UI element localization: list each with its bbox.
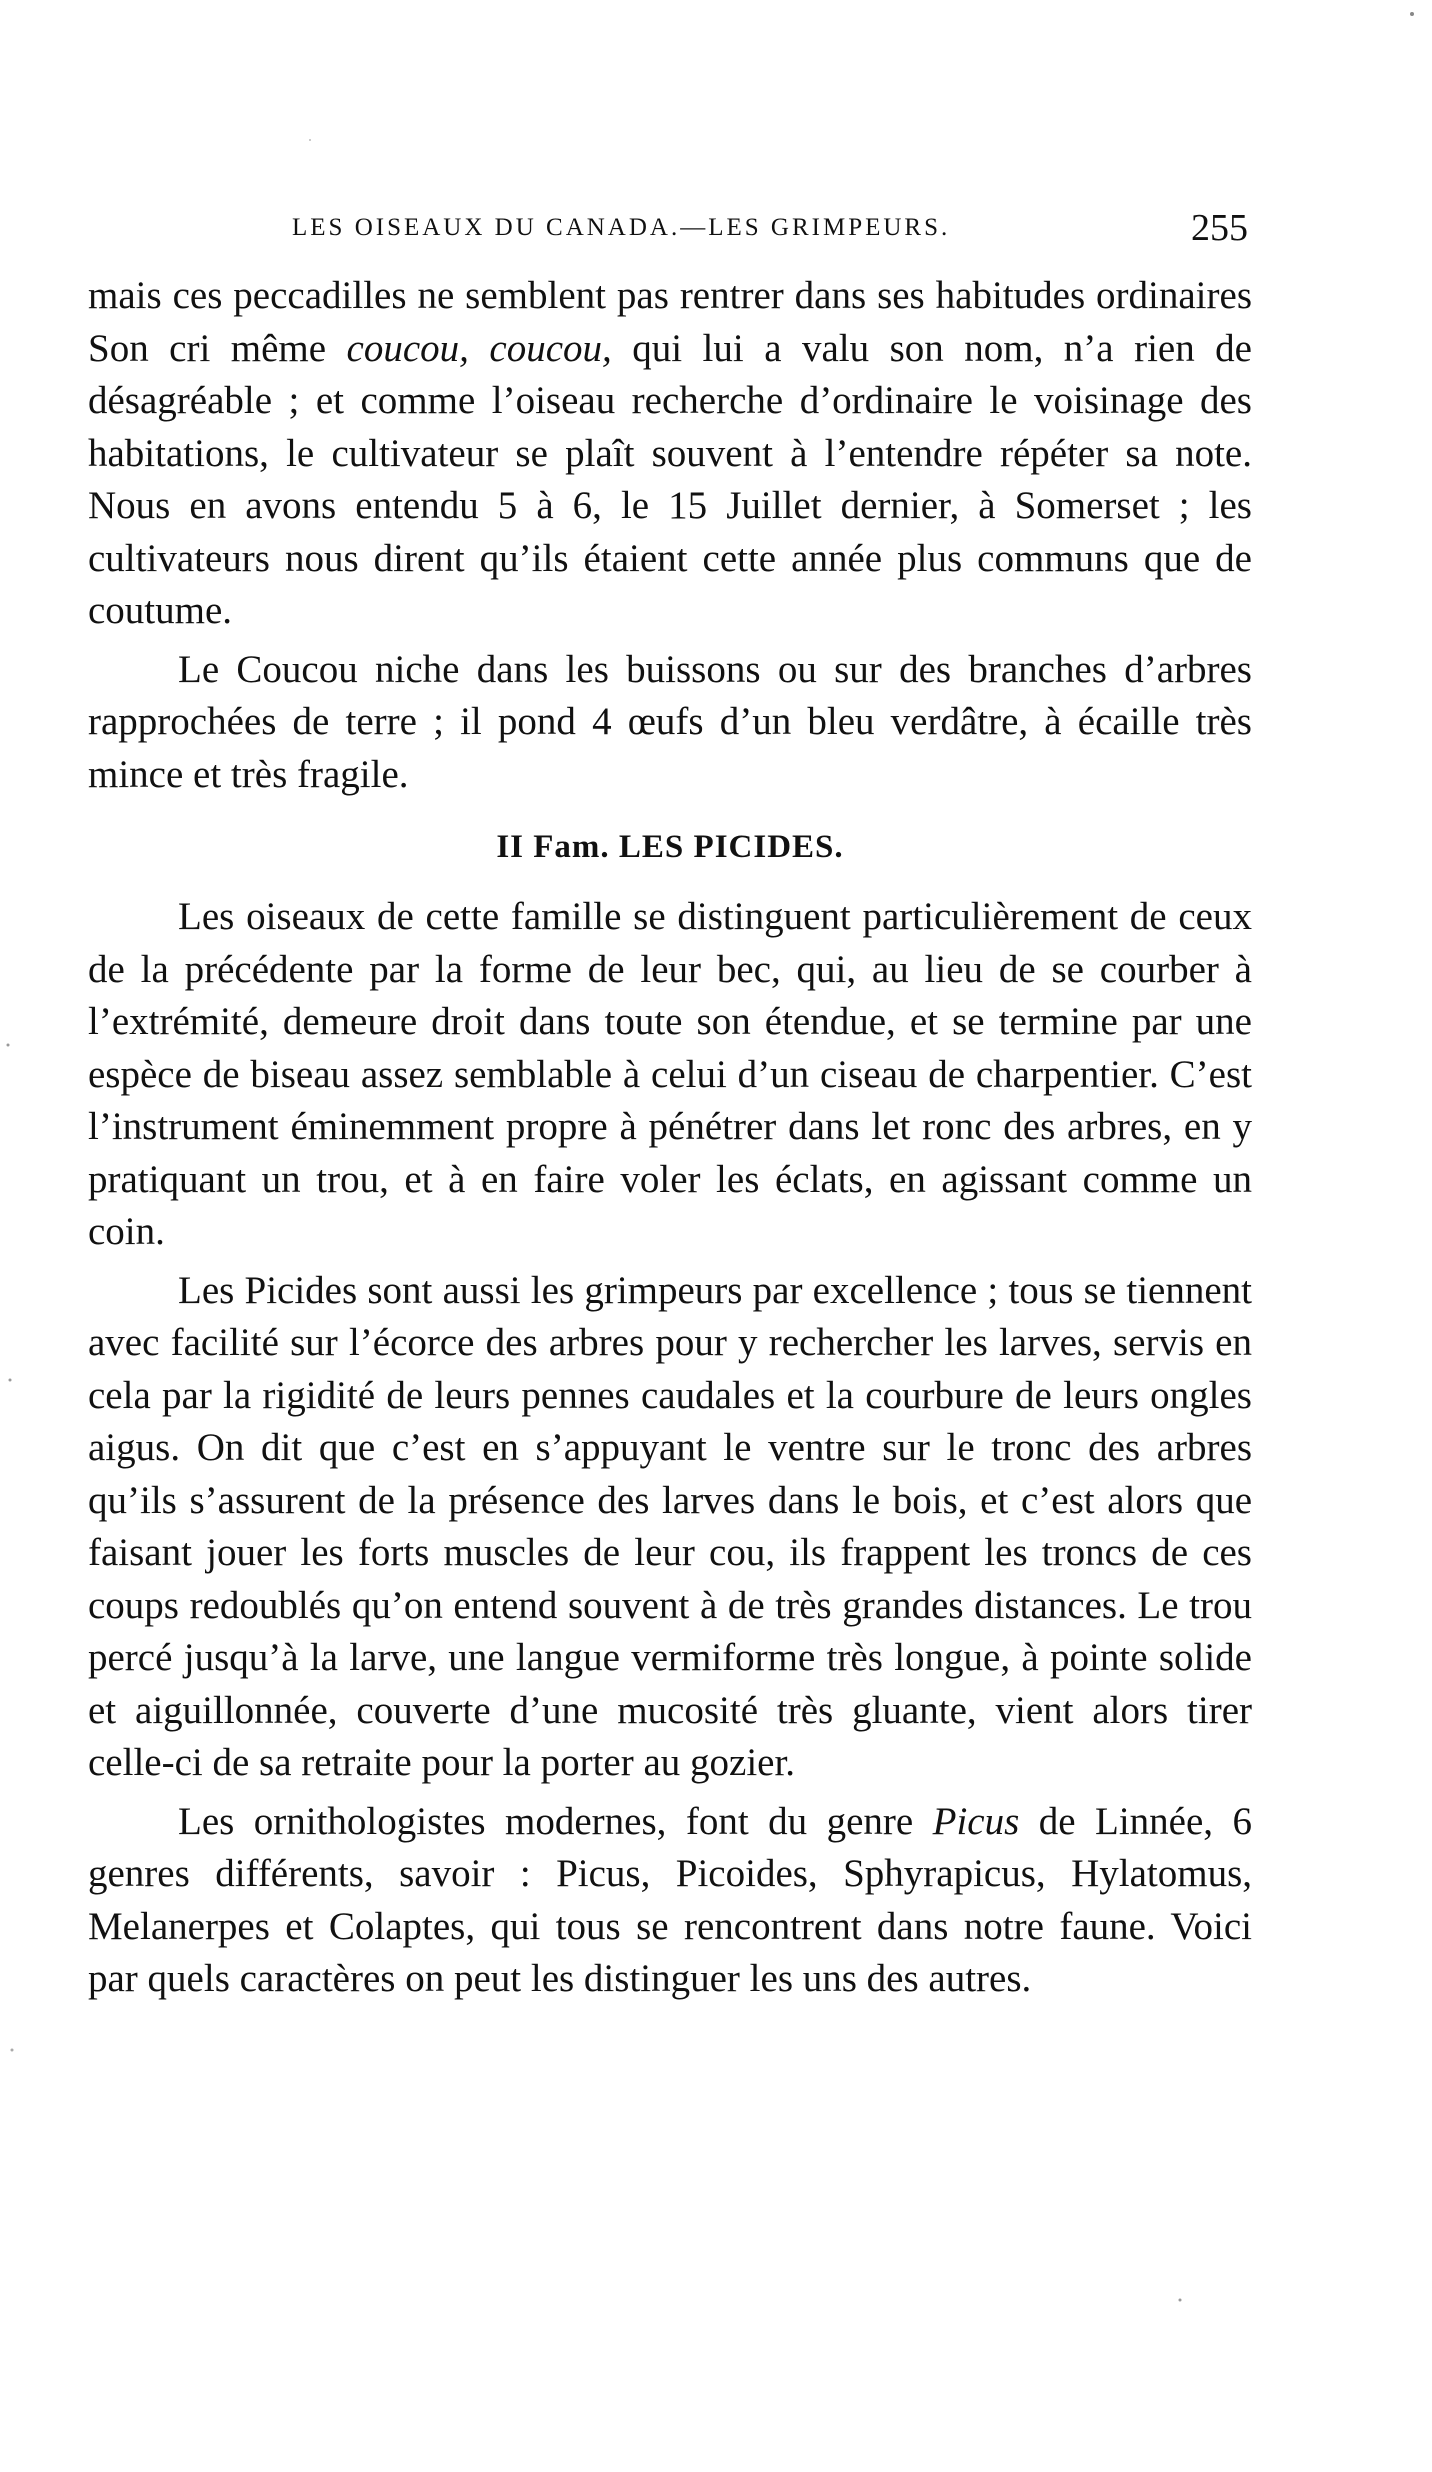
page-number: 255	[1191, 207, 1248, 249]
paragraph-5-text-end: de Linnée, 6 genres différents, savoir : Picus, Picoides, Sphyrapicus, Hylatomus, Melanerpes et Colaptes, qui tous se rencontrent dans notre faune. Voici par quels caractères on peut les distinguer les uns des autres.	[88, 1799, 1252, 2000]
paragraph-2: Le Coucou niche dans les buissons ou sur des branches d’arbres rapprochées de terre ; il pond 4 œufs d’un bleu verdâtre, à écaille très mince et très fragile.	[88, 647, 1252, 796]
paragraph-4: Les Picides sont aussi les grimpeurs par excellence ; tous se tiennent avec facilité sur l’écorce des arbres pour y rechercher les larves, servis en cela par la rigidité de leurs pennes caudales et la courbure de leurs ongles aigus. On dit que c’est en s’appuyant le ventre sur le tronc des arbres qu’ils s’assurent de la présence des larves dans le bois, et c’est alors que faisant jouer les forts muscles de leur cou, ils frappent les troncs de ces coups redoublés qu’on entend souvent à de très grandes distances. Le trou percé jusqu’à la larve, une langue vermiforme très longue, à pointe solide et aiguillonnée, couverte d’une mucosité très gluante, vient alors tirer celle-ci de sa retraite pour la porter au gozier.	[88, 1268, 1252, 1784]
paragraph-1	[88, 270, 1252, 638]
body-text	[88, 270, 1252, 2006]
paragraph-1-text-start: mais ces peccadilles ne semblent pas rentrer dans ses habitudes ordinaires Son cri même	[88, 274, 1252, 370]
page-header	[96, 206, 1248, 250]
running-title: LES OISEAUX DU CANADA.—LES GRIMPEURS.	[292, 214, 951, 241]
paragraph-1-italic-call: coucou, coucou,	[346, 326, 612, 370]
paragraph-5-text-start: Les ornithologistes modernes, font du genre	[178, 1799, 933, 1843]
paragraph-1-text-end: qui lui a valu son nom, n’a rien de désagréable ; et comme l’oiseau recherche d’ordinaire le voisinage des habitations, le cultivateur se plaît souvent à l’entendre répéter sa note. Nous en avons entendu 5 à 6, le 15 Juillet dernier, à Somerset ; les cultivateurs nous dirent qu’ils étaient cette année plus communs que de coutume.	[88, 326, 1252, 632]
paragraph-5	[88, 1796, 1252, 2006]
section-heading: II Fam. LES PICIDES.	[496, 829, 844, 865]
paragraph-5-italic-genus: Picus	[932, 1799, 1020, 1843]
paragraph-3: Les oiseaux de cette famille se distinguent particulièrement de ceux de la précédente par la forme de leur bec, qui, au lieu de se courber à l’extrémité, demeure droit dans toute son étendue, et se termine par une espèce de biseau assez semblable à celui d’un ciseau de charpentier. C’est l’instrument éminemment propre à pénétrer dans let ronc des arbres, en y pratiquant un trou, et à en faire voler les éclats, en agissant comme un coin.	[88, 895, 1252, 1253]
